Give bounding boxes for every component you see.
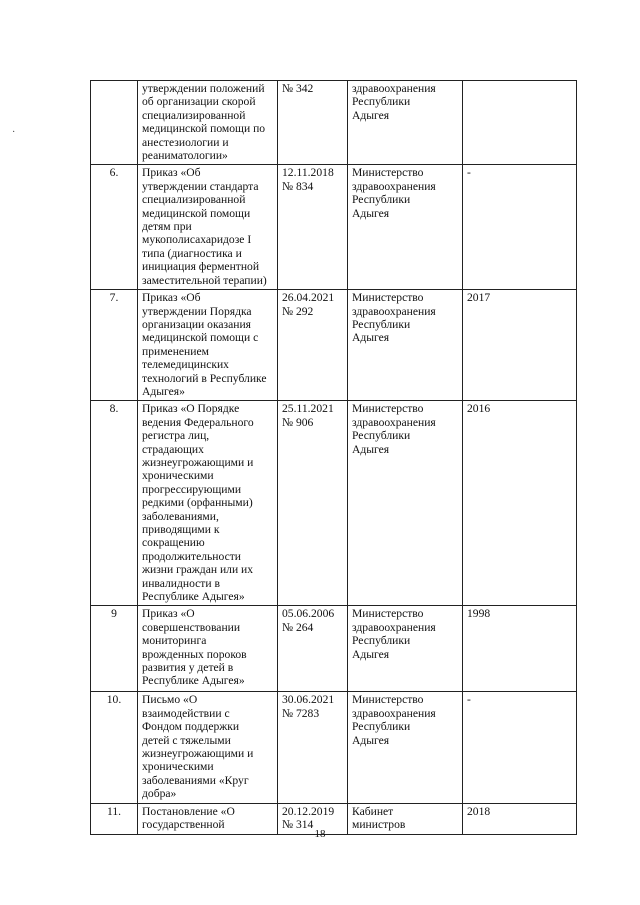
act-date-number: 05.06.2006 № 264 bbox=[278, 606, 348, 692]
issuing-body: Министерство здравоохранения Республики Адыгея bbox=[348, 401, 463, 606]
act-title: Письмо «О взаимодействии с Фондом поддержки детей с тяжелыми жизнеугрожающими и хроническими заболеваниями «Круг добра» bbox=[138, 692, 278, 803]
row-number bbox=[91, 81, 138, 165]
act-date-number: 26.04.2021 № 292 bbox=[278, 290, 348, 401]
act-title: Приказ «Об утверждении стандарта специализированной медицинской помощи детям при мукополисахаридозе I типа (диагностика и инициация ферментной заместительной терапии) bbox=[138, 165, 278, 290]
year: 2018 bbox=[463, 803, 577, 834]
row-number: 11. bbox=[91, 803, 138, 834]
row-number: 9 bbox=[91, 606, 138, 692]
act-title: Постановление «О государственной bbox=[138, 803, 278, 834]
act-title: Приказ «Об утверждении Порядка организации оказания медицинской помощи с применением телемедицинских технологий в Республике Адыгея» bbox=[138, 290, 278, 401]
year: - bbox=[463, 692, 577, 803]
table-row bbox=[91, 290, 577, 401]
row-number: 7. bbox=[91, 290, 138, 401]
table-row bbox=[91, 165, 577, 290]
table-row bbox=[91, 606, 577, 692]
legal-acts-table bbox=[90, 80, 577, 835]
act-date-number: 30.06.2021 № 7283 bbox=[278, 692, 348, 803]
table-row bbox=[91, 401, 577, 606]
year: - bbox=[463, 165, 577, 290]
issuing-body: здравоохранения Республики Адыгея bbox=[348, 81, 463, 165]
act-title: утверждении положений об организации скорой специализированной медицинской помощи по анестезиологии и реаниматологии» bbox=[138, 81, 278, 165]
act-date-number: 20.12.2019 № 314 bbox=[278, 803, 348, 834]
row-number: 10. bbox=[91, 692, 138, 803]
act-date-number: 12.11.2018 № 834 bbox=[278, 165, 348, 290]
year: 2016 bbox=[463, 401, 577, 606]
row-number: 8. bbox=[91, 401, 138, 606]
year bbox=[463, 81, 577, 165]
table-row bbox=[91, 81, 577, 165]
margin-mark: · bbox=[12, 127, 16, 138]
issuing-body: Кабинет министров bbox=[348, 803, 463, 834]
table-row bbox=[91, 692, 577, 803]
year: 1998 bbox=[463, 606, 577, 692]
issuing-body: Министерство здравоохранения Республики Адыгея bbox=[348, 165, 463, 290]
act-title: Приказ «О Порядке ведения Федерального регистра лиц, страдающих жизнеугрожающими и хроническими прогрессирующими редкими (орфанными) заболеваниями, приводящими к сокращению продолжительности жизни граждан или их инвалидности в Республике Адыгея» bbox=[138, 401, 278, 606]
issuing-body: Министерство здравоохранения Республики Адыгея bbox=[348, 290, 463, 401]
act-title: Приказ «О совершенствовании мониторинга врожденных пороков развития у детей в Республике Адыгея» bbox=[138, 606, 278, 692]
act-date-number: 25.11.2021 № 906 bbox=[278, 401, 348, 606]
issuing-body: Министерство здравоохранения Республики Адыгея bbox=[348, 692, 463, 803]
year: 2017 bbox=[463, 290, 577, 401]
page-number: 18 bbox=[314, 828, 326, 840]
issuing-body: Министерство здравоохранения Республики Адыгея bbox=[348, 606, 463, 692]
row-number: 6. bbox=[91, 165, 138, 290]
act-date-number: № 342 bbox=[278, 81, 348, 165]
